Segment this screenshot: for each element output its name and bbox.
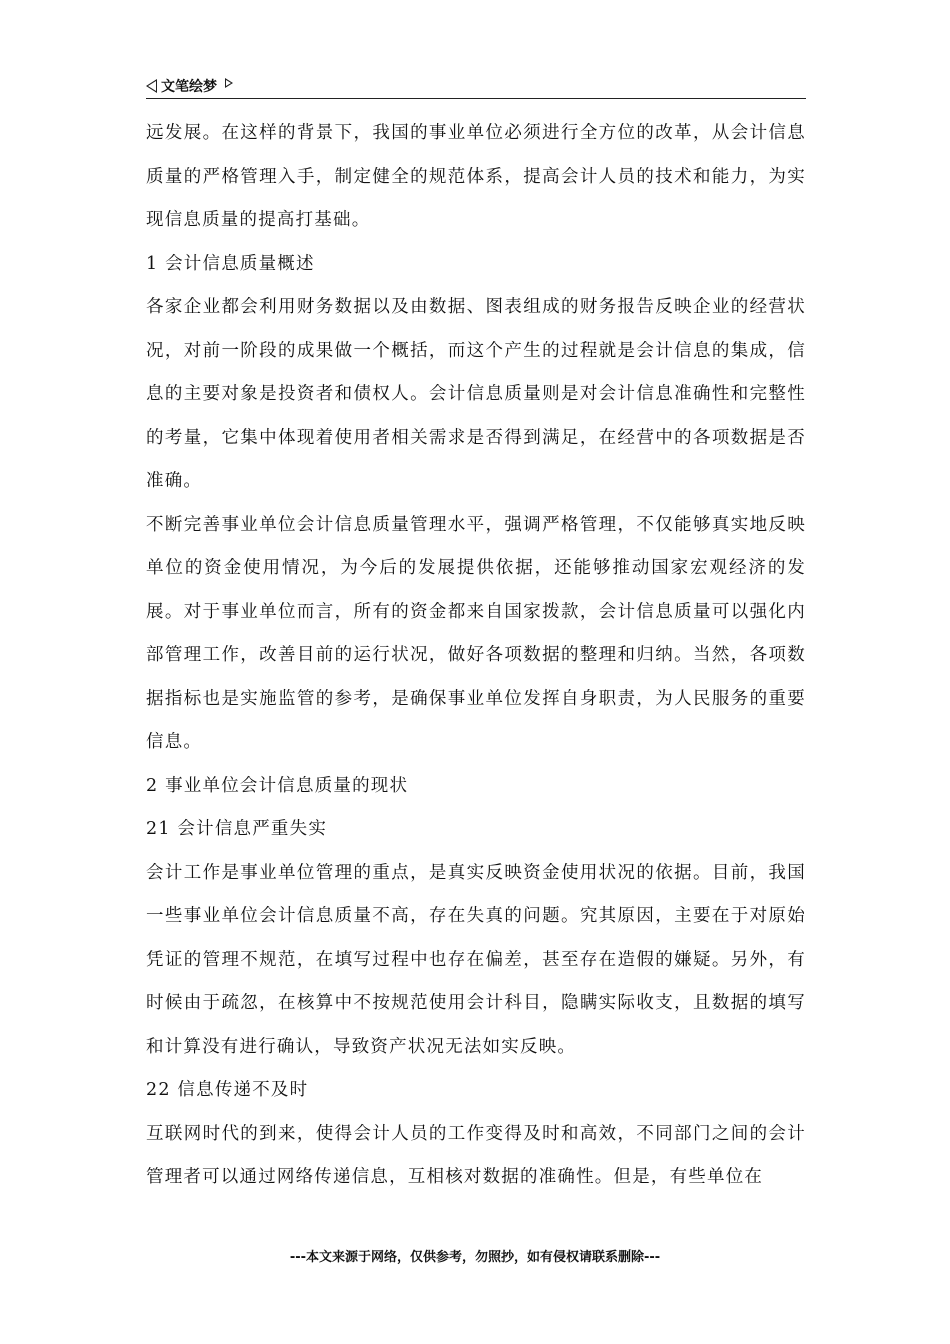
triangle-left-icon: [146, 79, 157, 93]
paragraph: 各家企业都会利用财务数据以及由数据、图表组成的财务报告反映企业的经营状况，对前一阶段的成果做一个概括，而这个产生的过程就是会计信息的集成，信息的主要对象是投资者和债权人。会计信息质量则是对会计信息准确性和完整性的考量，它集中体现着使用者相关需求是否得到满足，在经营中的各项数据是否准确。: [146, 297, 806, 491]
section-heading: 2 事业单位会计信息质量的现状: [146, 775, 409, 796]
triangle-right-icon: [225, 78, 233, 88]
brand-text: 文笔绘梦: [161, 79, 217, 95]
paragraph: 不断完善事业单位会计信息质量管理水平，强调严格管理，不仅能够真实地反映单位的资金使用情况，为今后的发展提供依据，还能够推动国家宏观经济的发展。对于事业单位而言，所有的资金都来自国家拨款，会计信息质量可以强化内部管理工作，改善目前的运行状况，做好各项数据的整理和归纳。当然，各项数据指标也是实施监管的参考，是确保事业单位发挥自身职责，为人民服务的重要信息。: [146, 514, 806, 752]
paragraph: 会计工作是事业单位管理的重点，是真实反映资金使用状况的依据。目前，我国一些事业单位会计信息质量不高，存在失真的问题。究其原因，主要在于对原始凭证的管理不规范，在填写过程中也存在偏差，甚至存在造假的嫌疑。另外，有时候由于疏忽，在核算中不按规范使用会计科目，隐瞒实际收支，且数据的填写和计算没有进行确认，导致资产状况无法如实反映。: [146, 862, 806, 1057]
paragraph: 互联网时代的到来，使得会计人员的工作变得及时和高效，不同部门之间的会计管理者可以通过网络传递信息，互相核对数据的准确性。但是，有些单位在: [146, 1123, 806, 1187]
header-brand: [146, 76, 233, 96]
document-body: [146, 112, 806, 1200]
paragraph: 远发展。在这样的背景下，我国的事业单位必须进行全方位的改革，从会计信息质量的严格管理入手，制定健全的规范体系，提高会计人员的技术和能力，为实现信息质量的提高打基础。: [146, 123, 806, 230]
page-footer-disclaimer: ---本文来源于网络，仅供参考，勿照抄，如有侵权请联系删除---: [289, 1250, 661, 1265]
section-heading: 1 会计信息质量概述: [146, 253, 315, 274]
subsection-heading: 21 会计信息严重失实: [146, 819, 328, 839]
page-header: [146, 74, 806, 99]
subsection-heading: 22 信息传递不及时: [146, 1080, 309, 1100]
